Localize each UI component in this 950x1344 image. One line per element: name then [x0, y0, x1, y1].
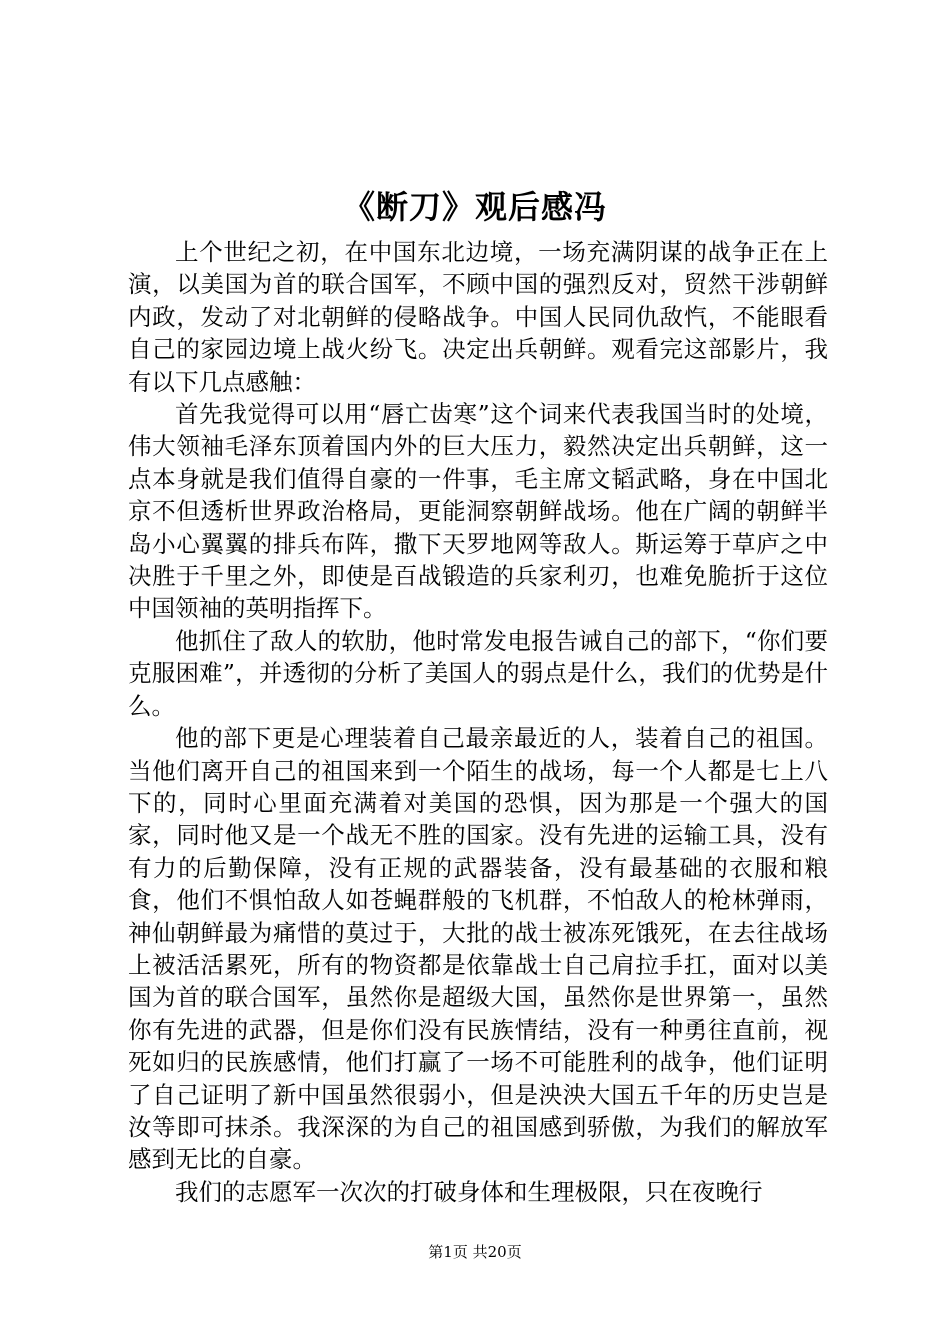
document-title: 《断刀》观后感冯	[342, 188, 607, 226]
paragraph: 他抓住了敌人的软肋，他时常发电报告诫自己的部下，“你们要克服困难”，并透彻的分析了美国人的弱点是什么，我们的优势是什么。	[128, 626, 828, 720]
page-footer: 第1页 共20页	[428, 1243, 522, 1261]
paragraph: 我们的志愿军一次次的打破身体和生理极限，只在夜晚行	[175, 1177, 763, 1206]
paragraph: 首先我觉得可以用“唇亡齿寒”这个词来代表我国当时的处境，伟大领袖毛泽东顶着国内外的巨大压力，毅然决定出兵朝鲜，这一点本身就是我们值得自豪的一件事，毛主席文韬武略，身在中国北京不但透析世界政治格局，更能洞察朝鲜战场。他在广阔的朝鲜半岛小心翼翼的排兵布阵，撒下天罗地网等敌人。斯运筹于草庐之中决胜于千里之外，即使是百战锻造的兵家利刃，也难免脆折于这位中国领袖的英明指挥下。	[128, 400, 828, 623]
paragraph: 上个世纪之初，在中国东北边境，一场充满阴谋的战争正在上演，以美国为首的联合国军，不顾中国的强烈反对，贸然干涉朝鲜内政，发动了对北朝鲜的侵略战争。中国人民同仇敌忾，不能眼看自己的家园边境上战火纷飞。决定出兵朝鲜。观看完这部影片，我有以下几点感触：	[128, 238, 828, 396]
document-body	[128, 236, 828, 1208]
paragraph: 他的部下更是心理装着自己最亲最近的人，装着自己的祖国。当他们离开自己的祖国来到一个陌生的战场，每一个人都是七上八下的，同时心里面充满着对美国的恐惧，因为那是一个强大的国家，同时他又是一个战无不胜的国家。没有先进的运输工具，没有有力的后勤保障，没有正规的武器装备，没有最基础的衣服和粮食，他们不惧怕敌人如苍蝇群般的飞机群，不怕敌人的枪林弹雨，神仙朝鲜最为痛惜的莫过于，大批的战士被冻死饿死，在去往战场上被活活累死，所有的物资都是依靠战士自己肩拉手扛，面对以美国为首的联合国军，虽然你是超级大国，虽然你是世界第一，虽然你有先进的武器，但是你们没有民族情结，没有一种勇往直前，视死如归的民族感情，他们打赢了一场不可能胜利的战争，他们证明了自己证明了新中国虽然很弱小，但是泱泱大国五千年的历史岂是汝等即可抹杀。我深深的为自己的祖国感到骄傲，为我们的解放军感到无比的自豪。	[128, 724, 828, 1174]
